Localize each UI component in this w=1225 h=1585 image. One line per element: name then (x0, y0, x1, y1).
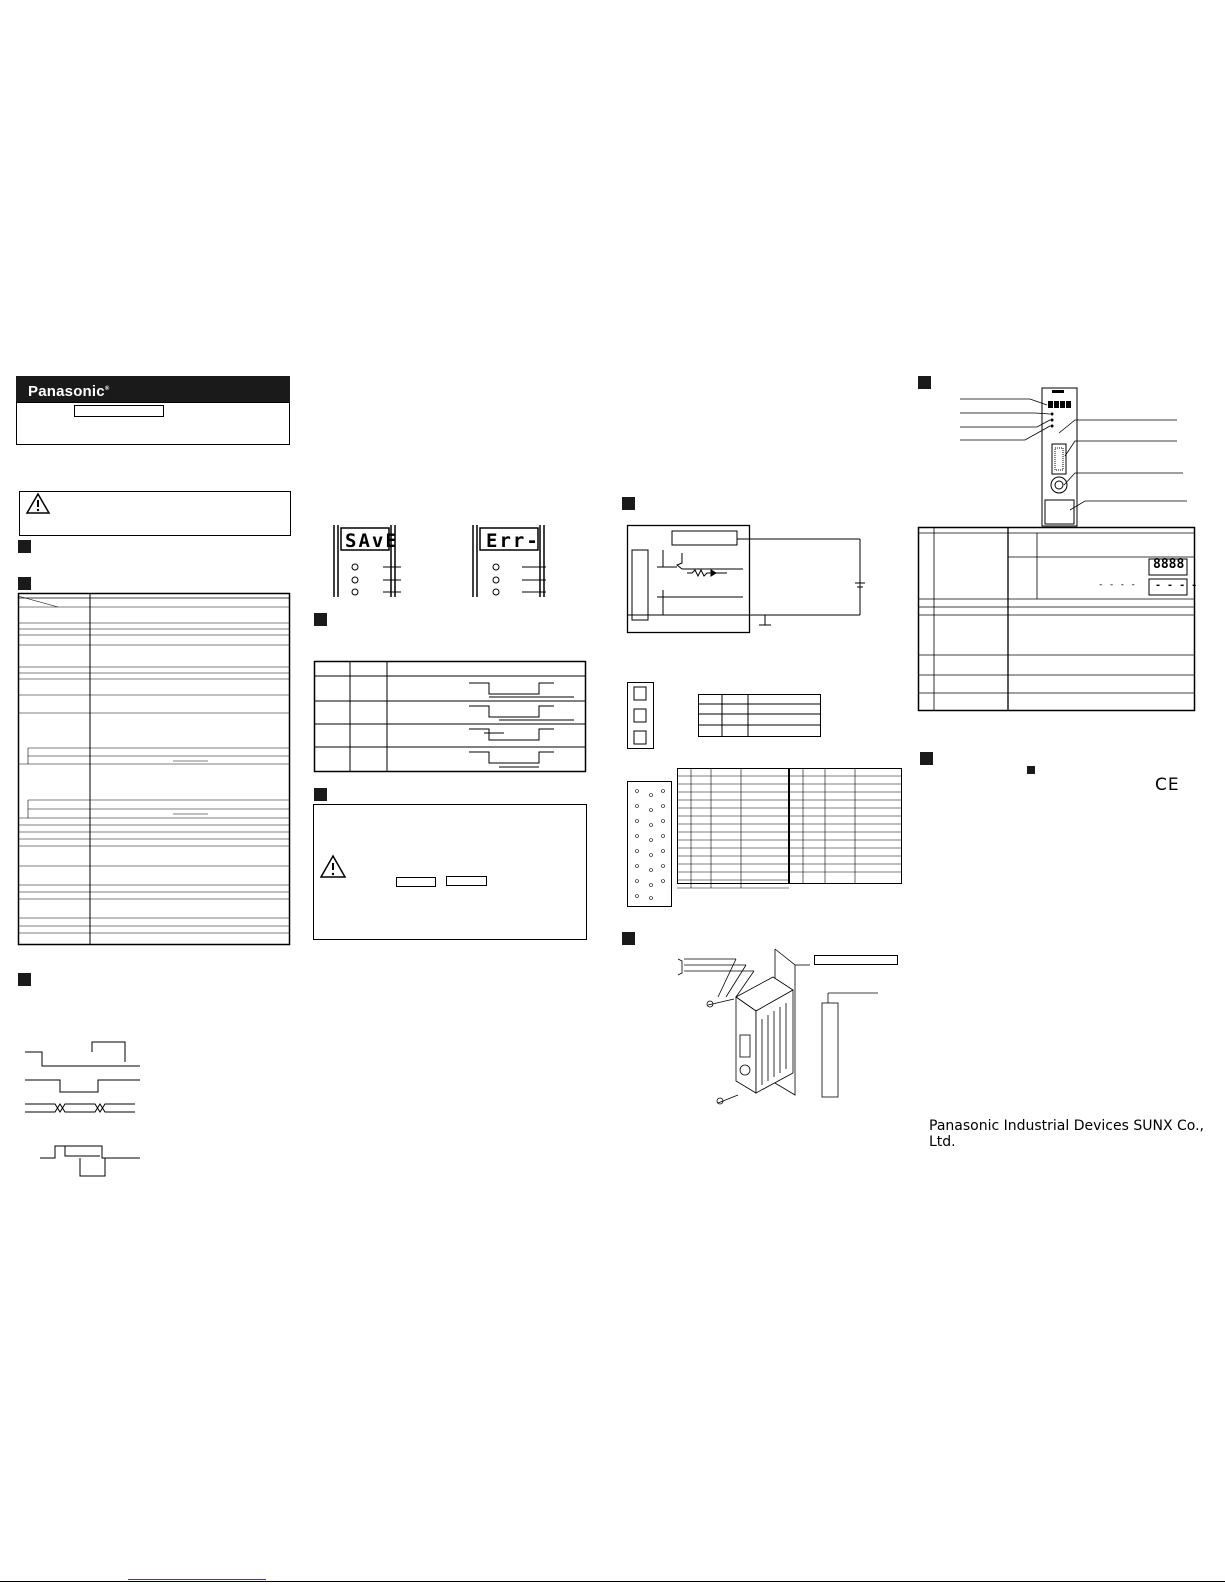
brand-header: Panasonic® (16, 376, 290, 403)
parts-table (918, 527, 1196, 712)
connector-diagram (627, 682, 657, 752)
caution-label-box (446, 876, 487, 886)
link-underline[interactable] (128, 1579, 266, 1580)
company-name: Panasonic Industrial Devices SUNX Co., Ltd. (929, 1118, 1204, 1150)
mounting-diagram (678, 945, 888, 1115)
pin-table-large (677, 768, 903, 890)
save-display-text: SAvE (345, 530, 399, 552)
model-box (74, 405, 164, 417)
section-marker (622, 932, 635, 945)
dash-indicator: - - - - (1098, 580, 1136, 590)
section-marker (18, 577, 31, 590)
bullet-marker (1027, 766, 1035, 774)
warning-box (19, 491, 291, 536)
caution-icon (320, 855, 346, 879)
timing-chart (20, 1040, 150, 1180)
caution-label-box (396, 877, 436, 887)
digits-dash: - - - - (1155, 580, 1198, 591)
pin-board (627, 781, 675, 909)
pin-table-small (698, 694, 822, 738)
warning-icon (26, 493, 50, 515)
spec-table (18, 593, 291, 946)
section-marker (622, 497, 635, 510)
page-bottom-rule (0, 1581, 1225, 1582)
unit-front-view (955, 388, 1190, 528)
io-circuit-diagram (627, 525, 867, 635)
section-marker (314, 788, 327, 801)
section-marker (18, 540, 31, 553)
section-marker (18, 973, 31, 986)
digits-full: 8888 (1153, 557, 1185, 572)
err-display-text: Err- (486, 530, 540, 552)
section-marker (314, 613, 327, 626)
section-marker (918, 376, 931, 389)
brand-logo: Panasonic (28, 383, 105, 400)
ce-mark: CE (1155, 775, 1180, 795)
caution-box (313, 804, 587, 940)
section-marker (920, 752, 933, 765)
output-mode-table (314, 661, 587, 773)
